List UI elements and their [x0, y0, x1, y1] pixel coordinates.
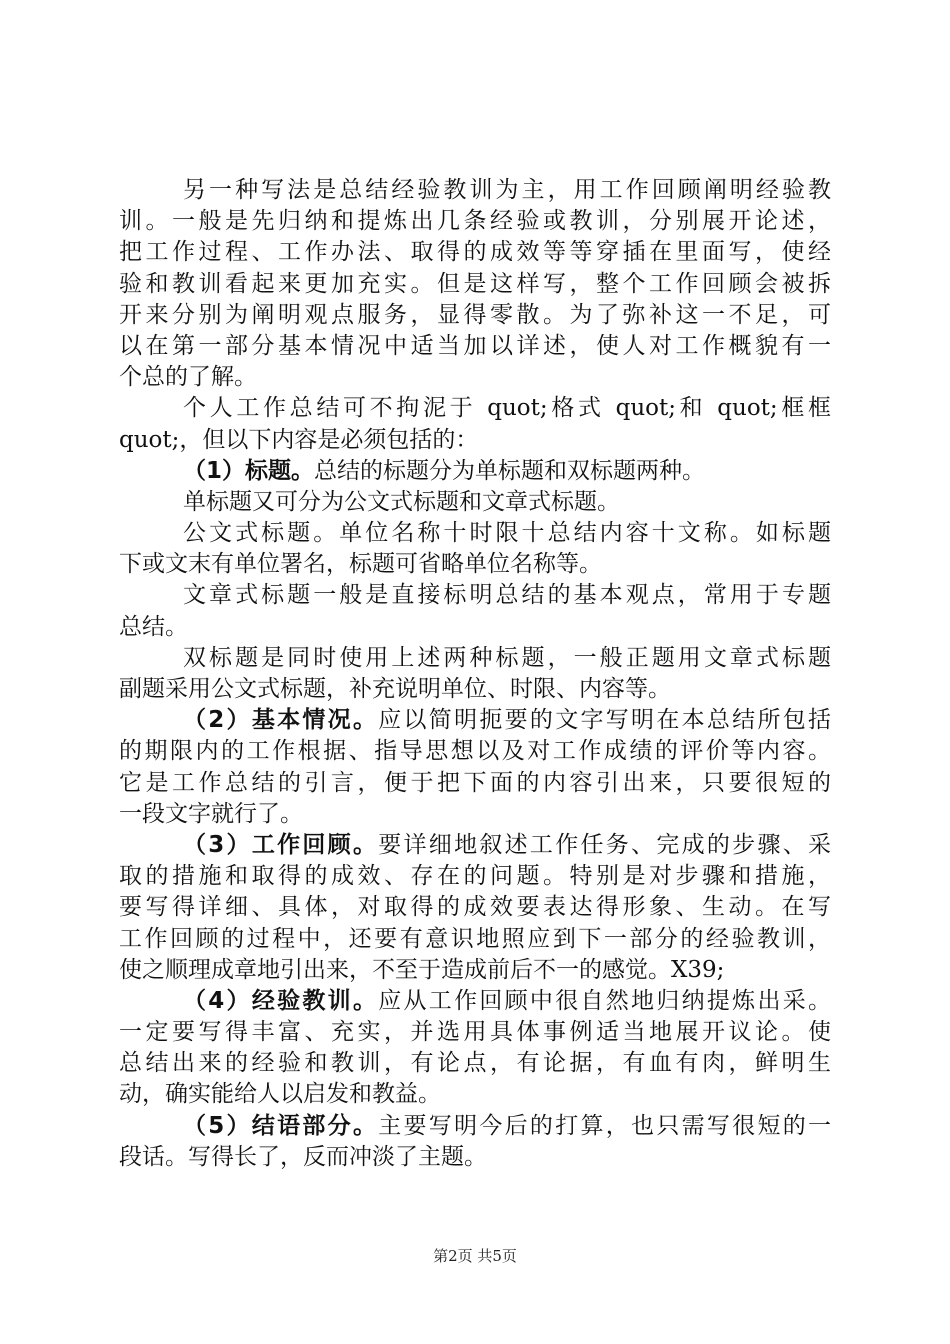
- line-text: 个人工作总结可不拘泥于 quot;格式 quot;和 quot;框框: [183, 395, 831, 422]
- document-body: [119, 175, 831, 1173]
- text-line: [119, 705, 831, 736]
- line-text: 总结。: [119, 613, 188, 640]
- line-text: 的期限内的工作根据、指导思想以及对工作成绩的评价等内容。: [119, 738, 831, 765]
- line-text: 动，确实能给人以启发和教益。: [119, 1081, 441, 1108]
- text-line: [119, 955, 831, 986]
- line-text: 开来分别为阐明观点服务，显得零散。为了弥补这一不足，可: [119, 301, 831, 328]
- line-text: 训。一般是先归纳和提炼出几条经验或教训，分别展开论述，: [119, 208, 831, 235]
- section-heading: （4）经验教训。: [183, 987, 379, 1014]
- text-line: [119, 643, 831, 674]
- text-line: [119, 331, 831, 362]
- text-line: [119, 1111, 831, 1142]
- line-text: 它是工作总结的引言，便于把下面的内容引出来，只要很短的: [119, 769, 831, 796]
- section-heading: （1）标题。: [183, 457, 315, 484]
- text-line: [119, 674, 831, 705]
- section-heading: （2）基本情况。: [183, 707, 379, 734]
- text-line: [119, 830, 831, 861]
- text-line: [119, 580, 831, 611]
- line-text: 一段文字就行了。: [119, 800, 303, 827]
- section-heading: （3）工作回顾。: [183, 831, 379, 858]
- line-text: 要详细地叙述工作任务、完成的步骤、采: [378, 831, 831, 858]
- line-text: 验和教训看起来更加充实。但是这样写，整个工作回顾会被拆: [119, 270, 831, 297]
- text-line: [119, 924, 831, 955]
- line-text: 使之顺理成章地引出来，不至于造成前后不一的感觉。X39;: [119, 956, 725, 983]
- text-line: [119, 1048, 831, 1079]
- line-text: 文章式标题一般是直接标明总结的基本观点，常用于专题: [183, 582, 831, 609]
- line-text: 一定要写得丰富、充实，并选用具体事例适当地展开议论。使: [119, 1019, 831, 1046]
- line-text: 下或文末有单位署名，标题可省略单位名称等。: [119, 551, 602, 578]
- text-line: [119, 892, 831, 923]
- text-line: [119, 518, 831, 549]
- line-text: 应以简明扼要的文字写明在本总结所包括: [378, 707, 831, 734]
- line-text: 段话。写得长了，反而冲淡了主题。: [119, 1143, 487, 1170]
- text-line: [119, 549, 831, 580]
- text-line: [119, 237, 831, 268]
- text-line: [119, 425, 831, 456]
- line-text: 双标题是同时使用上述两种标题，一般正题用文章式标题: [183, 644, 831, 671]
- line-text: 把工作过程、工作办法、取得的成效等等穿插在里面写，使经: [119, 239, 831, 266]
- text-line: [119, 736, 831, 767]
- line-text: 以在第一部分基本情况中适当加以详述，使人对工作概貌有一: [119, 332, 831, 359]
- line-text: 副题采用公文式标题，补充说明单位、时限、内容等。: [119, 676, 671, 702]
- line-text: 个总的了解。: [119, 364, 257, 391]
- text-line: [119, 768, 831, 799]
- text-line: [119, 799, 831, 830]
- line-text: 工作回顾的过程中，还要有意识地照应到下一部分的经验教训，: [119, 925, 831, 952]
- text-line: [119, 206, 831, 237]
- line-text: 总结出来的经验和教训，有论点，有论据，有血有肉，鲜明生: [119, 1050, 831, 1077]
- text-line: [119, 1017, 831, 1048]
- text-line: [119, 175, 831, 206]
- line-text: quot;，但以下内容是必须包括的：: [119, 426, 479, 453]
- text-line: [119, 1079, 831, 1110]
- line-text: 公文式标题。单位名称十时限十总结内容十文称。如标题: [183, 520, 831, 547]
- line-text: 取的措施和取得的成效、存在的问题。特别是对步骤和措施，: [119, 863, 831, 890]
- text-line: [119, 269, 831, 300]
- line-text: 总结的标题分为单标题和双标题两种。: [314, 457, 706, 484]
- section-heading: （5）结语部分。: [183, 1112, 379, 1139]
- line-text: 另一种写法是总结经验教训为主，用工作回顾阐明经验教: [183, 177, 831, 203]
- page-footer: 第2页 共5页: [433, 1247, 517, 1265]
- text-line: [119, 612, 831, 643]
- text-line: [119, 362, 831, 393]
- text-line: [119, 1142, 831, 1173]
- line-text: 单标题又可分为公文式标题和文章式标题。: [183, 488, 620, 515]
- text-line: [119, 487, 831, 518]
- text-line: [119, 393, 831, 424]
- line-text: 要写得详细、具体，对取得的成效要表达得形象、生动。在写: [119, 894, 831, 921]
- text-line: [119, 456, 831, 487]
- line-text: 应从工作回顾中很自然地归纳提炼出采。: [378, 987, 831, 1014]
- text-line: [119, 986, 831, 1017]
- line-text: 主要写明今后的打算，也只需写很短的一: [378, 1112, 831, 1139]
- text-line: [119, 861, 831, 892]
- text-line: [119, 300, 831, 331]
